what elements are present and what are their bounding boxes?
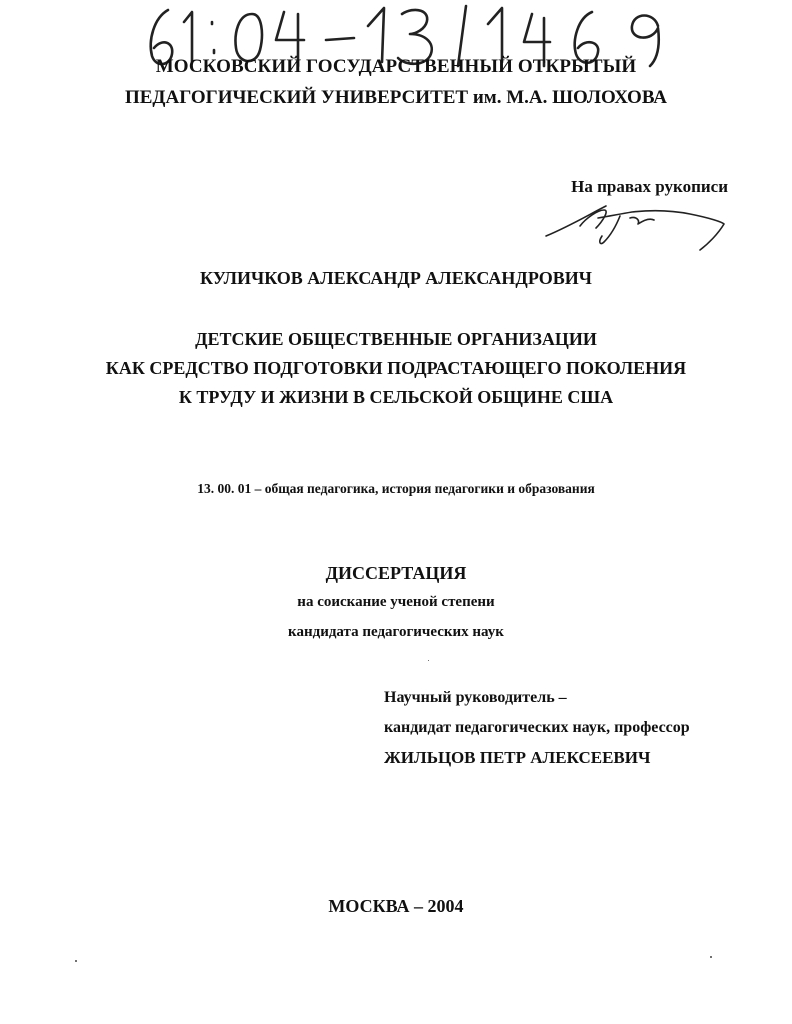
document-type: ДИССЕРТАЦИЯ [325, 563, 467, 583]
degree-line1: на соискание ученой степени [297, 594, 495, 610]
author-name: КУЛИЧКОВ АЛЕКСАНДР АЛЕКСАНДРОВИЧ [200, 268, 592, 288]
scan-speck [75, 960, 77, 962]
signature-icon [540, 196, 730, 256]
supervisor-name: ЖИЛЬЦОВ ПЕТР АЛЕКСЕЕВИЧ [384, 748, 651, 767]
degree-line2: кандидата педагогических наук [288, 624, 504, 640]
dissertation-title-line1: ДЕТСКИЕ ОБЩЕСТВЕННЫЕ ОРГАНИЗАЦИИ [195, 329, 597, 349]
institution-name-line2: ПЕДАГОГИЧЕСКИЙ УНИВЕРСИТЕТ им. М.А. ШОЛОХОВА [124, 87, 668, 108]
scan-speck [710, 956, 712, 958]
supervisor-block [384, 683, 690, 773]
institution-name-line1: МОСКОВСКИЙ ГОСУДАРСТВЕННЫЙ ОТКРЫТЫЙ [155, 56, 637, 77]
dissertation-title-line3: К ТРУДУ И ЖИЗНИ В СЕЛЬСКОЙ ОБЩИНЕ США [178, 387, 614, 407]
supervisor-label: Научный руководитель – [384, 689, 567, 706]
supervisor-title: кандидат педагогических наук, профессор [384, 719, 690, 736]
scan-speck [428, 660, 429, 661]
manuscript-rights-note: На правах рукописи [571, 177, 728, 196]
city-year: МОСКВА – 2004 [328, 896, 464, 916]
specialty-code: 13. 00. 01 – общая педагогика, история педагогики и образования [197, 481, 595, 496]
dissertation-title-line2: КАК СРЕДСТВО ПОДГОТОВКИ ПОДРАСТАЮЩЕГО ПОКОЛЕНИЯ [105, 358, 687, 378]
